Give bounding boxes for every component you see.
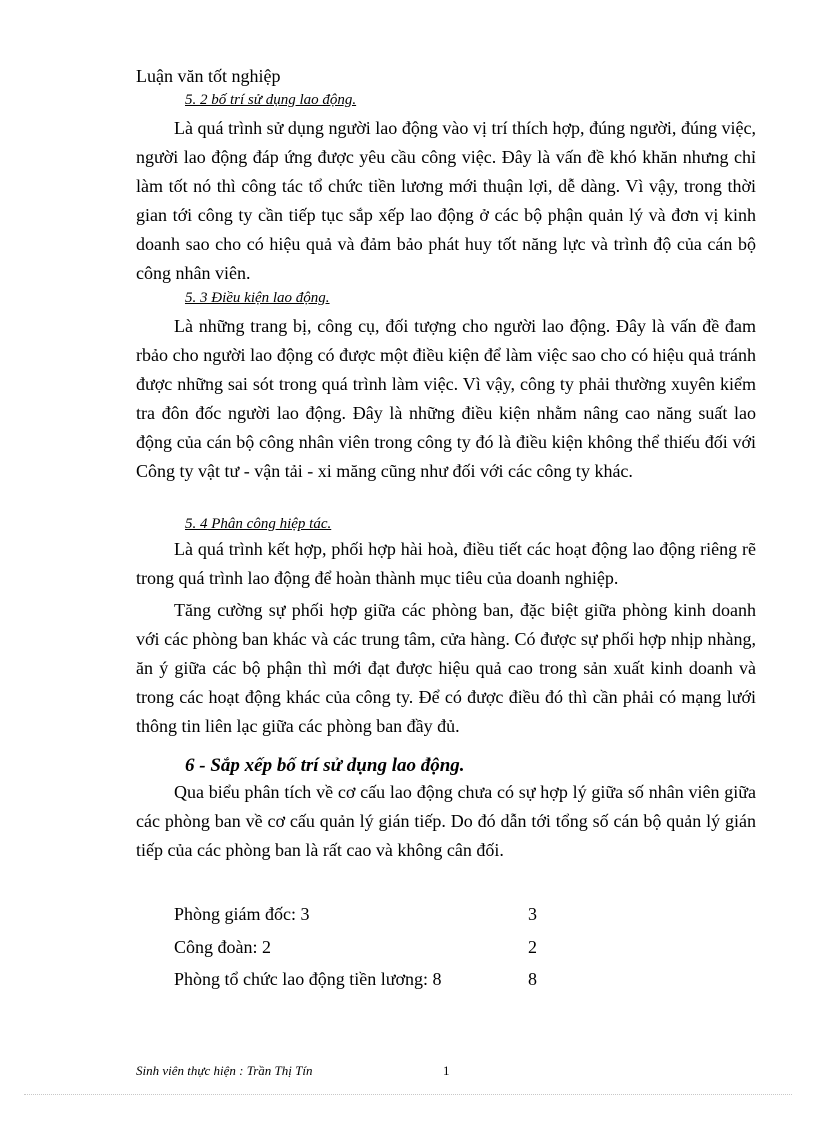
paragraph-5-4-continued: Tăng cường sự phối hợp giữa các phòng ban, đặc biệt giữa phòng kinh doanh với các phòng ban khác và các trung tâm, cửa hàng. Có được sự phối hợp nhịp nhàng, ăn ý giữa các bộ phận thì mới đạt được hiệu quả cao trong sản xuất kinh doanh và trong các hoạt động khác của công ty. Để có được điều đó thì cần phải có mạng lưới thông tin liên lạc giữa các phòng ban đầy đủ.	[136, 600, 756, 736]
paragraph-5-3: Là những trang bị, công cụ, đối tượng cho người lao động. Đây là vấn đề đam rbảo cho người lao động có được một điều kiện để làm việc sao cho có hiệu quả tránh được những sai sót trong quá trình làm việc. Vì vậy, công ty phải thường xuyên kiểm tra đôn đốc người lao động. Đây là những điều kiện nhằm nâng cao năng suất lao động của cán bộ công nhân viên trong công ty đó là điều kiện không thể thiếu đối với Công ty vật tư - vận tải - xi măng cũng như đối với các công ty khác.	[136, 316, 756, 481]
section-heading-5-3: 5. 3 Điều kiện lao động.	[185, 290, 330, 306]
list-item-value: 8	[528, 969, 537, 989]
list-item-label: Phòng giám đốc: 3	[174, 904, 310, 924]
paragraph-5-2: Là quá trình sử dụng người lao động vào vị trí thích hợp, đúng người, đúng việc, người lao động đáp ứng được yêu cầu công việc. Đây là vấn đề khó khăn nhưng chỉ làm tốt nó thì công tác tổ chức tiền lương mới thuận lợi, dễ dàng. Vì vậy, trong thời gian tới công ty cần tiếp tục sắp xếp lao động ở các bộ phận quản lý và đơn vị kinh doanh sao cho có hiệu quả và đảm bảo phát huy tốt năng lực và trình độ của cán bộ công nhân viên.	[136, 118, 756, 283]
list-item-label: Phòng tổ chức lao động tiền lương: 8	[174, 969, 442, 989]
list-item-value: 2	[528, 937, 537, 957]
section-heading-5-4: 5. 4 Phân công hiệp tác.	[185, 516, 332, 532]
section-heading-6: 6 - Sắp xếp bố trí sử dụng lao động.	[185, 755, 465, 776]
footer-divider	[24, 1094, 792, 1095]
list-item-label: Công đoàn: 2	[174, 937, 271, 957]
header-title: Luận văn tốt nghiệp	[136, 66, 281, 86]
paragraph-5-4: Là quá trình kết hợp, phối hợp hài hoà, điều tiết các hoạt động lao động riêng rẽ trong quá trình lao động để hoàn thành mục tiêu của doanh nghiệp.	[136, 539, 756, 588]
section-heading-5-2: 5. 2 bố trí sử dụng lao động.	[185, 92, 357, 108]
footer-author: Sinh viên thực hiện : Trần Thị Tín	[136, 1063, 313, 1078]
list-item-value: 3	[528, 904, 537, 924]
footer-page-number: 1	[443, 1063, 450, 1078]
paragraph-6: Qua biểu phân tích về cơ cấu lao động chưa có sự hợp lý giữa số nhân viên giữa các phòng ban về cơ cấu quản lý gián tiếp. Do đó dẫn tới tổng số cán bộ quản lý gián tiếp của các phòng ban là rất cao và không cân đối.	[136, 782, 756, 860]
